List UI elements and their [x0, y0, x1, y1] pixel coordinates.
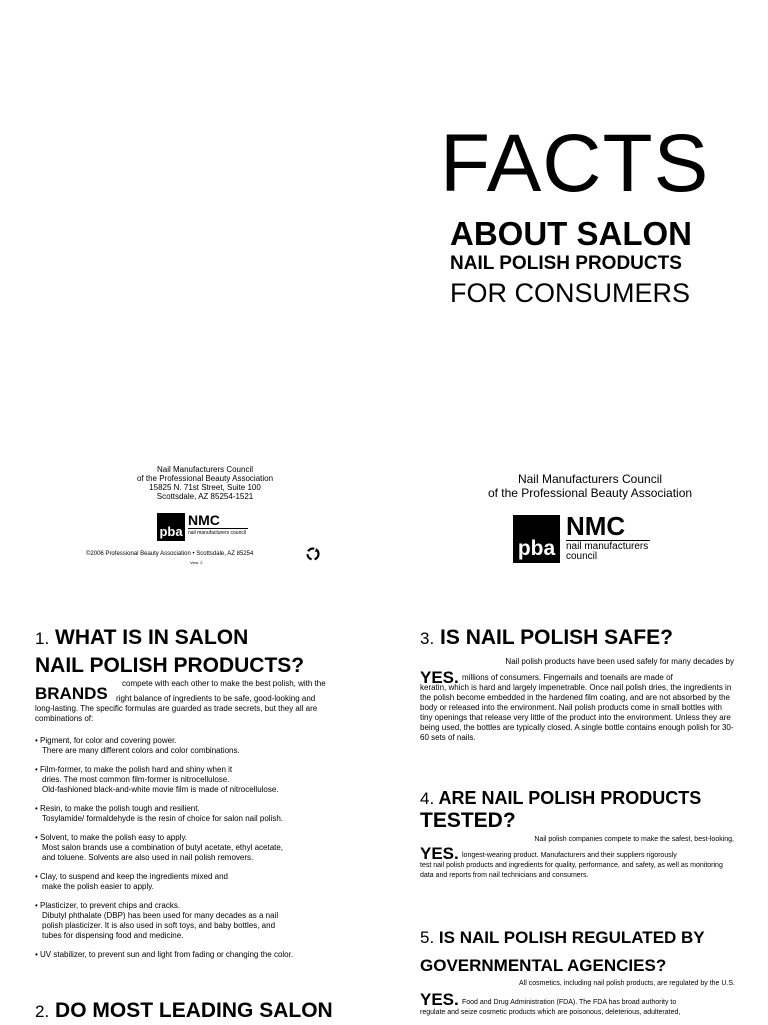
nmc-label-large: NMC [566, 511, 626, 541]
list-item [35, 872, 365, 892]
question-3-heading [420, 624, 740, 653]
list-item-text: and toluene. Solvents are also used in nail polish removers. [42, 853, 254, 862]
nmc-sub-large [566, 540, 650, 562]
answer-yes: YES. [420, 668, 459, 687]
lead-word: BRANDS [35, 684, 108, 703]
question-title: ARE NAIL POLISH PRODUCTS [438, 788, 702, 808]
list-item-text: make the polish easier to apply. [42, 882, 154, 891]
address-line: of the Professional Beauty Association [136, 474, 274, 483]
address-block [70, 465, 340, 501]
address-line: Nail Manufacturers Council [156, 465, 254, 474]
question-title: IS NAIL POLISH REGULATED BY [438, 928, 705, 947]
council-block [470, 472, 710, 500]
list-item-text: Tosylamide/ formaldehyde is the resin of choice for salon nail polish. [42, 814, 284, 823]
question-title: NAIL POLISH PRODUCTS? [35, 654, 305, 677]
answer-yes: YES. [420, 990, 459, 1009]
question-title: WHAT IS IN SALON [55, 626, 249, 649]
question-2-heading [35, 998, 365, 1025]
pba-logo-large: pba [513, 515, 560, 563]
question-number: 5. [420, 928, 435, 947]
paragraph-line: longest-wearing product. Manufacturers and their suppliers rigorously [462, 852, 677, 859]
list-item-text: • UV stabilizer, to prevent sun and light from fading or changing the color. [35, 950, 294, 959]
list-item [35, 901, 365, 941]
list-item [35, 833, 365, 863]
cover-title: FACTS [440, 118, 710, 209]
question-5-heading [420, 924, 750, 980]
question-number: 3. [420, 629, 435, 648]
recycle-icon [306, 547, 320, 561]
question-1-heading [35, 624, 365, 679]
list-item [35, 950, 365, 960]
address-line: Scottsdale, AZ 85254-1521 [156, 492, 254, 501]
paragraph-text: regulate and seize cosmetic products which are poisonous, deleterious, adulterated, [420, 1009, 681, 1016]
list-item-text: polish plasticizer. It is also used in soft toys, and baby bottles, and [42, 921, 276, 930]
nmc-label-small: NMC [188, 512, 220, 528]
list-item-text: Dibutyl phthalate (DBP) has been used for many decades as a nail [42, 911, 279, 920]
paragraph-line: compete with each other to make the best polish, with the [122, 679, 326, 688]
question-title: IS NAIL POLISH SAFE? [440, 626, 673, 649]
paragraph-line: millions of consumers. Fingernails and toenails are made of [462, 673, 673, 682]
list-item-text: • Film-former, to make the polish hard and shiny when it [35, 765, 233, 774]
list-item-text: Most salon brands use a combination of butyl acetate, ethyl acetate, [42, 843, 284, 852]
question-title-continued: TESTED? [420, 809, 516, 832]
address-line: 15825 N. 71st Street, Suite 100 [149, 483, 261, 492]
paragraph-line: right balance of ingredients to be safe, good-looking and [116, 694, 316, 703]
list-item [35, 765, 365, 795]
nmc-sub-line: nail manufacturers [566, 541, 649, 552]
paragraph-line: Nail polish products have been used safely for many decades by [505, 657, 734, 666]
list-item-text: There are many different colors and color combinations. [42, 746, 240, 755]
paragraph-line: All cosmetics, including nail polish products, are regulated by the U.S. [519, 980, 735, 987]
copyright-line: ©2006 Professional Beauty Association • Scottsdale, AZ 85254 [86, 551, 254, 557]
nmc-sub-small: nail manufacturers council [188, 530, 247, 536]
council-line: Nail Manufacturers Council [517, 472, 663, 486]
question-title: DO MOST LEADING SALON [55, 999, 333, 1022]
question-number: 4. [420, 789, 435, 808]
question-4-heading [420, 785, 740, 812]
answer-yes: YES. [420, 844, 459, 863]
list-item-text: • Resin, to make the polish tough and resilient. [35, 804, 200, 813]
list-item-text: • Pigment, for color and covering power. [35, 736, 177, 745]
list-item-text: • Clay, to suspend and keep the ingredients mixed and [35, 872, 228, 881]
list-item-text: • Solvent, to make the polish easy to apply. [35, 833, 188, 842]
list-item-text: dries. The most common film-former is nitrocellulose. [42, 775, 230, 784]
list-item [35, 804, 365, 824]
paragraph-text: test nail polish products and ingredients for quality, performance, and safety, as well as monitoring data and reports from nail technicians and consumers. [420, 862, 723, 879]
nmc-sub-line: council [566, 551, 598, 562]
cover-subtitle-about: ABOUT SALON [450, 215, 692, 252]
list-item-text: tubes for dispensing food and medicine. [42, 931, 184, 940]
ingredient-list [35, 736, 365, 969]
paragraph-line: Nail polish companies compete to make the safest, best-looking, [534, 836, 734, 843]
list-item [35, 736, 365, 756]
question-number: 1. [35, 629, 50, 648]
paragraph-line: Food and Drug Administration (FDA). The FDA has broad authority to [462, 999, 677, 1006]
pba-logo-small: pba [157, 513, 185, 541]
paragraph-text: keratin, which is hard and largely impenetrable. Once nail polish dries, the ingredients in the polish become embedded in the hardened film coating, and are not absorbed by the body or released into the environment. Nail polish products come in small bottles with tiny openings that release very little of the product into the environment. Unless they are being used, the bottles are typically closed. A single bottle contains enough polish for 30-60 sets of nails. [420, 683, 734, 742]
list-item-text: Old-fashioned black-and-white movie film is made of nitrocellulose. [42, 785, 279, 794]
paragraph-text: long-lasting. The specific formulas are guarded as trade secrets, but they all are combinations of: [35, 704, 318, 723]
version-label: Vers. 2 [190, 560, 203, 565]
cover-subtitle-consumers: FOR CONSUMERS [450, 278, 691, 308]
question-title: GOVERNMENTAL AGENCIES? [420, 956, 667, 975]
cover-subtitle-nail: NAIL POLISH PRODUCTS [450, 253, 682, 274]
question-number: 2. [35, 1002, 50, 1021]
list-item-text: • Plasticizer, to prevent chips and cracks. [35, 901, 181, 910]
council-line: of the Professional Beauty Association [487, 486, 693, 500]
